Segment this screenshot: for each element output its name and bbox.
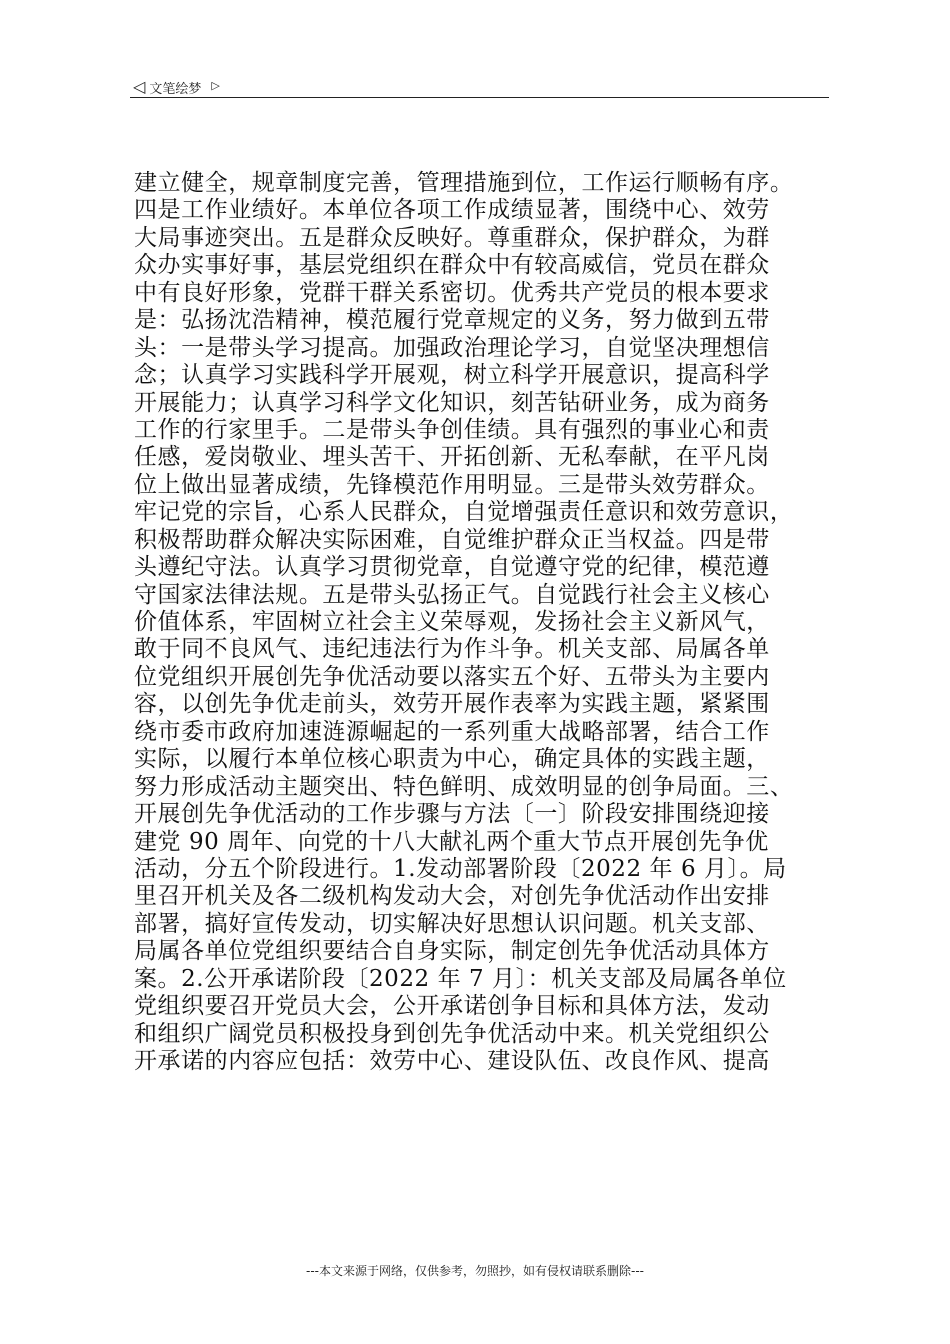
body-line: 敢于同不良风气、违纪违法行为作斗争。机关支部、局属各单 [134, 636, 770, 663]
body-line: 众办实事好事，基层党组织在群众中有较高威信，党员在群众 [134, 252, 770, 279]
body-line: 守国家法律法规。五是带头弘扬正气。自觉践行社会主义核心 [134, 581, 770, 608]
document-body [134, 170, 824, 1075]
body-line: 位党组织开展创先争优活动要以落实五个好、五带头为主要内 [134, 663, 770, 690]
body-line: 建立健全，规章制度完善，管理措施到位，工作运行顺畅有序。 [134, 170, 794, 196]
body-line: 活动，分五个阶段进行。1.发动部署阶段〔2022 年 6 月〕。局 [134, 855, 787, 882]
body-line: 价值体系，牢固树立社会主义荣辱观，发扬社会主义新风气， [134, 609, 770, 635]
body-line: 部署，搞好宣传发动，切实解决好思想认识问题。机关支部、 [134, 910, 770, 937]
body-line: 绕市委市政府加速涟源崛起的一系列重大战略部署，结合工作 [134, 718, 770, 745]
body-line: 案。2.公开承诺阶段〔2022 年 7 月〕：机关支部及局属各单位 [134, 965, 787, 992]
body-line: 开展能力；认真学习科学文化知识，刻苦钻研业务，成为商务 [134, 389, 770, 416]
body-line: 牢记党的宗旨，心系人民群众，自觉增强责任意识和效劳意识， [134, 499, 794, 526]
body-line: 努力形成活动主题突出、特色鲜明、成效明显的创争局面。三、 [134, 773, 794, 800]
body-line: 大局事迹突出。五是群众反映好。尊重群众，保护群众，为群 [134, 224, 770, 251]
header-divider [130, 97, 829, 98]
body-line: 实际，以履行本单位核心职责为中心，确定具体的实践主题， [134, 746, 770, 773]
body-line: 建党 90 周年、向党的十八大献礼两个重大节点开展创先争优 [134, 828, 769, 855]
page-footer: ---本文来源于网络，仅供参考，勿照抄，如有侵权请联系删除--- [306, 1264, 644, 1278]
body-line: 头：一是带头学习提高。加强政治理论学习，自觉坚决理想信 [134, 334, 770, 361]
header-title: 文笔绘梦 [149, 81, 202, 97]
right-triangle-icon: ▷ [211, 78, 220, 92]
body-line: 里召开机关及各二级机构发动大会，对创先争优活动作出安排 [134, 883, 770, 910]
body-line: 积极帮助群众解决实际困难，自觉维护群众正当权益。四是带 [134, 526, 770, 553]
body-line: 容，以创先争优走前头，效劳开展作表率为实践主题，紧紧围 [134, 691, 770, 718]
body-line: 头遵纪守法。认真学习贯彻党章，自觉遵守党的纪律，模范遵 [134, 554, 770, 581]
body-line: 开展创先争优活动的工作步骤与方法〔一〕阶段安排围绕迎接 [134, 801, 770, 828]
body-line: 四是工作业绩好。本单位各项工作成绩显著，围绕中心、效劳 [134, 197, 770, 224]
page-header [133, 76, 220, 98]
body-line: 开承诺的内容应包括：效劳中心、建设队伍、改良作风、提高 [134, 1048, 770, 1074]
body-line: 局属各单位党组织要结合自身实际，制定创先争优活动具体方 [134, 938, 770, 965]
body-line: 党组织要召开党员大会，公开承诺创争目标和具体方法，发动 [134, 993, 770, 1020]
body-line: 工作的行家里手。二是带头争创佳绩。具有强烈的事业心和责 [134, 416, 770, 443]
body-line: 和组织广阔党员积极投身到创先争优活动中来。机关党组织公 [134, 1020, 770, 1047]
left-triangle-icon: ◁ [133, 77, 146, 96]
body-line: 任感，爱岗敬业、埋头苦干、开拓创新、无私奉献，在平凡岗 [134, 444, 770, 471]
body-line: 是：弘扬沈浩精神，模范履行党章规定的义务，努力做到五带 [134, 307, 770, 334]
body-line: 中有良好形象，党群干群关系密切。优秀共产党员的根本要求 [134, 279, 770, 306]
body-line: 念；认真学习实践科学开展观，树立科学开展意识，提高科学 [134, 362, 770, 389]
body-line: 位上做出显著成绩，先锋模范作用明显。三是带头效劳群众。 [134, 471, 770, 498]
